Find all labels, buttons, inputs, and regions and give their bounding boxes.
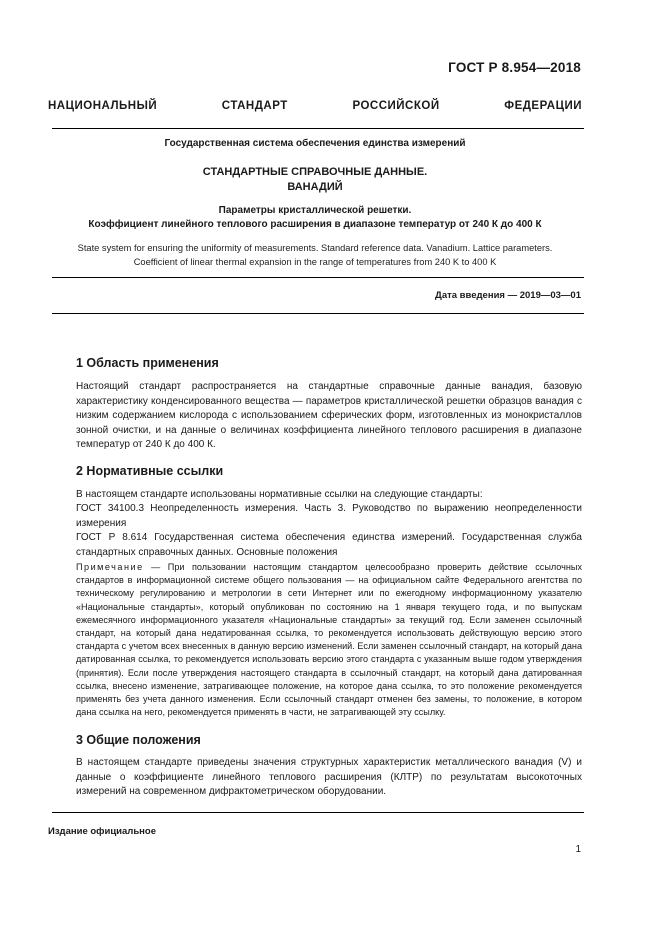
english-title-line-2: Coefficient of linear thermal expansion in the range of temperatures from 240 K to 400 K: [133, 256, 497, 267]
footer-divider: [52, 812, 584, 813]
normative-reference-2: ГОСТ Р 8.614 Государственная система обеспечения единства измерений. Государственная служба стандартных справочных данных. Основные положения: [76, 532, 582, 558]
section-1-text: [76, 380, 582, 453]
english-title: [52, 242, 578, 269]
page-number: 1: [575, 844, 581, 855]
section-1-heading: 1 Область применения: [76, 356, 219, 370]
subtitle-line-1: Параметры кристаллической решетки.: [218, 205, 412, 216]
section-3-heading: 3 Общие положения: [76, 733, 201, 747]
subtitle-line-2: Коэффициент линейного теплового расширения в диапазоне температур от 240 К до 400 К: [88, 219, 542, 230]
section-2-intro: В настоящем стандарте использованы нормативные ссылки на следующие стандарты:: [76, 489, 483, 500]
top-divider: [52, 128, 584, 129]
normative-reference-1: ГОСТ 34100.3 Неопределенность измерения. Часть 3. Руководство по выражению неопределенности измерения: [76, 503, 582, 529]
document-subtitle: [52, 204, 578, 232]
section-1-paragraph: Настоящий стандарт распространяется на стандартные справочные данные ванадия, базовую характеристику конденсированного вещества — параметров кристаллической решетки образцов ванадия с низким содержанием кислорода с использованием сферических форм, изготовленных из монокристаллов зонной очистки, и на данные о величинах коэффициента линейного теплового расширения в диапазоне температур от 240 К до 400 К.: [76, 381, 582, 450]
title-line-1: СТАНДАРТНЫЕ СПРАВОЧНЫЕ ДАННЫЕ.: [202, 166, 428, 178]
document-title: [52, 165, 578, 195]
note-block: [76, 561, 582, 719]
introduction-date: Дата введения — 2019—03—01: [435, 290, 581, 301]
note-text: — При пользовании настоящим стандартом целесообразно проверить действие ссылочных стандартов в информационной системе общего пользования — на официальном сайте Федерального агентства по техническому регулированию и метрологии в сети Интернет или по ежегодному информационному указателю «Национальные стандарты», который опубликован по состоянию на 1 января текущего года, и по выпускам ежемесячного информационного указателя «Национальные стандарты» за текущий год. Если заменен ссылочный стандарт, на который дана недатированная ссылка, то рекомендуется использовать действующую версию этого стандарта с учетом всех внесенных в данную версию изменений. Если заменен ссылочный стандарт, на который дана датированная ссылка, то рекомендуется использовать версию этого стандарта с указанным выше годом утверждения (принятия). Если после утверждения настоящего стандарта в ссылочный стандарт, на который дана датированная ссылка, внесено изменение, затрагивающее положение, на которое дана ссылка, то это положение рекомендуется применять без учета данного изменения. Если ссылочный стандарт отменен без замены, то положение, в котором дана ссылка на него, рекомендуется применять в части, не затрагивающей эту ссылку.: [76, 562, 582, 718]
section-2-heading: 2 Нормативные ссылки: [76, 464, 224, 478]
date-divider: [52, 313, 584, 314]
title-line-2: ВАНАДИЙ: [287, 181, 343, 193]
title-divider: [52, 277, 584, 278]
edition-label: Издание официальное: [48, 826, 156, 837]
english-title-line-1: State system for ensuring the uniformity of measurements. Standard reference data. Vanadium. Lattice parameters.: [77, 243, 553, 253]
section-3-text: В настоящем стандарте приведены значения структурных характеристик металлического ванадия (V) и данные о коэффициенте линейного теплового расширения (КЛТР) по результатам высокоточных измерений на современном дифрактометрическом оборудовании.: [76, 757, 582, 797]
note-label: Примечание: [76, 562, 144, 572]
national-standard-banner: НАЦИОНАЛЬНЫЙ СТАНДАРТ РОССИЙСКОЙ ФЕДЕРАЦИИ: [48, 100, 582, 112]
system-title: Государственная система обеспечения единства измерений: [164, 138, 466, 149]
document-code: ГОСТ Р 8.954—2018: [448, 60, 581, 75]
